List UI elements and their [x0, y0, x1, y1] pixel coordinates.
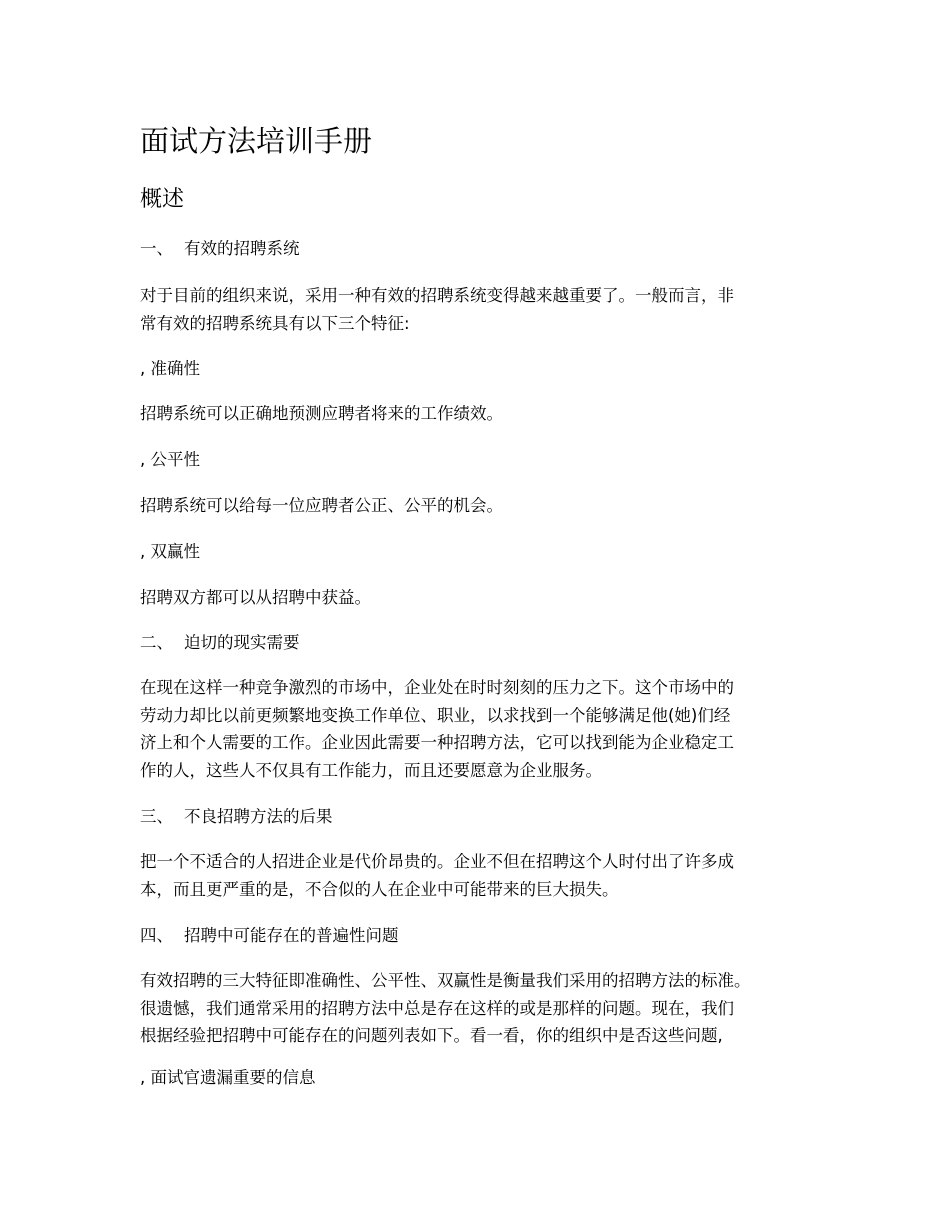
paragraph-line: 有效招聘的三大特征即准确性、公平性、双赢性是衡量我们采用的招聘方法的标准。 — [140, 971, 751, 990]
section-3-title: 不良招聘方法的后果 — [184, 807, 333, 826]
paragraph-line: 作的人，这些人不仅具有工作能力，而且还要愿意为企业服务。 — [140, 760, 602, 780]
section-3-heading — [140, 803, 333, 831]
section-2-number: 二、 — [140, 633, 173, 652]
paragraph-line: 劳动力却比以前更频繁地变换工作单位、职业，以求找到一个能够满足他(她)们经 — [140, 705, 731, 725]
paragraph-line: 根据经验把招聘中可能存在的问题列表如下。看一看，你的组织中是否这些问题, — [140, 1026, 723, 1045]
section-1-title: 有效的招聘系统 — [184, 239, 300, 258]
section-overview-heading: 概述 — [140, 187, 185, 212]
paragraph-line: 很遗憾，我们通常采用的招聘方法中总是存在这样的或是那样的问题。现在，我们 — [140, 998, 734, 1018]
section-4-number: 四、 — [140, 926, 173, 945]
section-1-intro — [140, 282, 820, 337]
section-3-number: 三、 — [140, 807, 173, 826]
feature-fairness-desc: 招聘系统可以给每一位应聘者公正、公平的机会。 — [140, 496, 503, 515]
paragraph-line: 济上和个人需要的工作。企业因此需要一种招聘方法，它可以找到能为企业稳定工 — [140, 733, 734, 752]
feature-accuracy-title: , 准确性 — [140, 359, 200, 378]
paragraph-line: 对于目前的组织来说，采用一种有效的招聘系统变得越来越重要了。一般而言，非 — [140, 286, 734, 305]
feature-winwin-desc: 招聘双方都可以从招聘中获益。 — [140, 588, 371, 607]
feature-winwin-title: , 双赢性 — [140, 542, 200, 561]
section-3-body — [140, 848, 820, 903]
paragraph-line: 本，而且更严重的是，不合似的人在企业中可能带来的巨大损失。 — [140, 879, 619, 899]
feature-fairness-title: , 公平性 — [140, 450, 200, 469]
section-2-title: 迫切的现实需要 — [184, 633, 300, 652]
section-4-title: 招聘中可能存在的普遍性问题 — [184, 926, 399, 945]
section-1-number: 一、 — [140, 239, 173, 258]
section-4-heading — [140, 922, 399, 950]
paragraph-line: 常有效的招聘系统具有以下三个特征: — [140, 313, 410, 333]
section-2-body — [140, 674, 820, 784]
paragraph-line: 在现在这样一种竞争激烈的市场中，企业处在时时刻刻的压力之下。这个市场中的 — [140, 678, 734, 697]
paragraph-line: 把一个不适合的人招进企业是代价昂贵的。企业不但在招聘这个人时付出了许多成 — [140, 852, 734, 871]
document-title: 面试方法培训手册 — [140, 124, 373, 158]
section-2-heading — [140, 629, 300, 657]
section-1-heading — [140, 235, 300, 263]
feature-accuracy-desc: 招聘系统可以正确地预测应聘者将来的工作绩效。 — [140, 404, 503, 423]
problem-item-1: , 面试官遗漏重要的信息 — [140, 1068, 316, 1087]
section-4-body — [140, 967, 820, 1050]
